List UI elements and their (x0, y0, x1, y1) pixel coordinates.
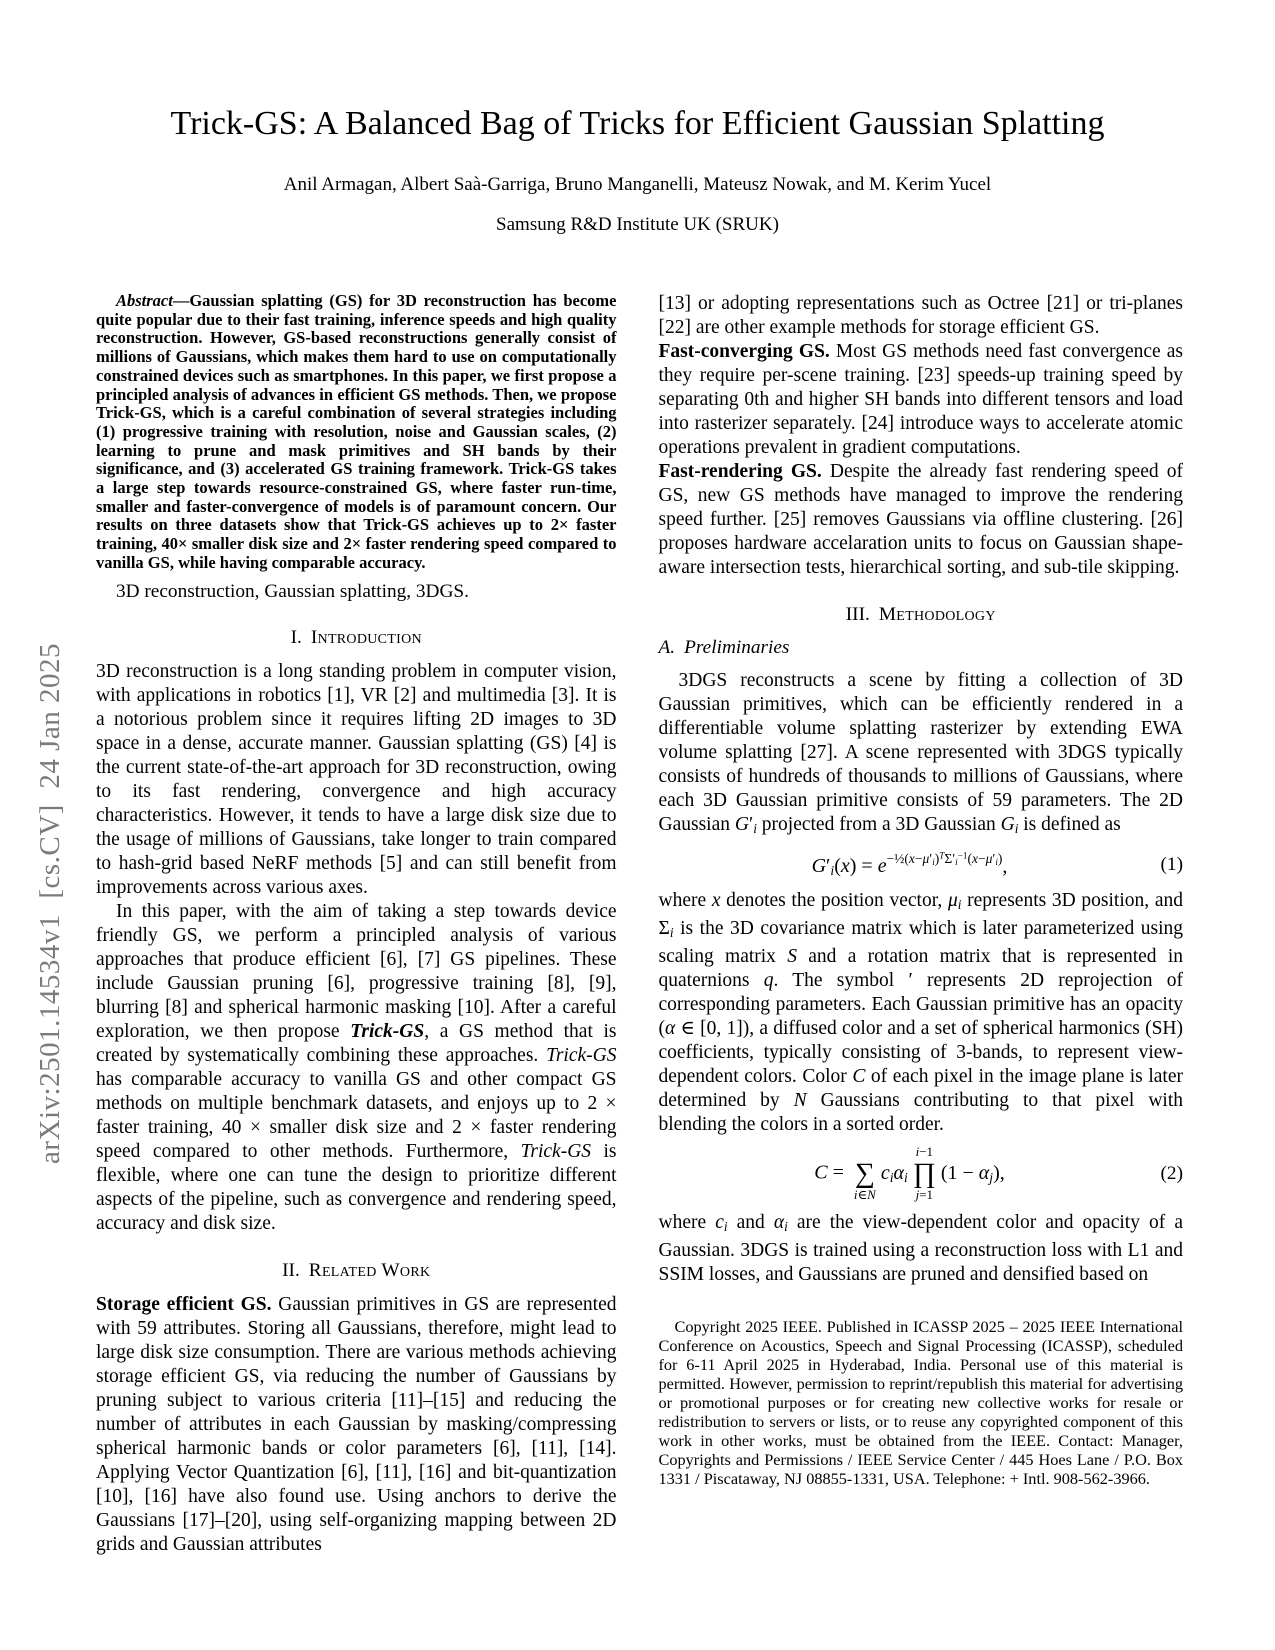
copyright-footnote: Copyright 2025 IEEE. Published in ICASSP 2025 – 2025 IEEE International Conference on Acoustics, Speech and Signal Processing (ICASSP), scheduled for 6-11 April 2025 in Hyderabad, India. Personal use of this material is permitted. However, permission to reprint/republish this material for advertising or promotional purposes or for creating new collective works for resale or redistribution to servers or lists, or to reuse any copyrighted component of this work in other works, must be obtained from the IEEE. Contact: Manager, Copyrights and Permissions / IEEE Service Center / 445 Hoes Lane / P.O. Box 1331 / Piscataway, NJ 08855-1331, USA. Telephone: + Intl. 908-562-3966. (658, 1317, 1183, 1489)
section-heading-related-work (96, 1260, 617, 1282)
equation-1 (659, 851, 1184, 880)
subsection-heading-preliminaries (659, 637, 1184, 659)
sum-lower-limit: i∈N (853, 1187, 876, 1203)
section-heading-introduction (96, 627, 617, 649)
section-title: Introduction (310, 626, 422, 648)
subsection-number: A. (658, 637, 676, 658)
abstract-paragraph: Abstract—Gaussian splatting (GS) for 3D reconstruction has become quite popular due to their fast training, inference speeds and high quality reconstruction. However, GS-based reconstructions generally consist of millions of Gaussians, which makes them hard to use on computationally constrained devices such as smartphones. In this paper, we first propose a principled analysis of advances in efficient GS methods. Then, we propose Trick-GS, which is a careful combination of several strategies including (1) progressive training with resolution, noise and Gaussian scales, (2) learning to prune and mask primitives and SH bands by their significance, and (3) accelerated GS training framework. Trick-GS takes a large step towards resource-constrained GS, where faster run-time, smaller and faster-convergence of models is of paramount concern. Our results on three datasets show that Trick-GS achieves up to 2× faster training, 40× smaller disk size and 2× faster rendering speed compared to vanilla GS, while having comparable accuracy. (96, 291, 617, 572)
equation-number: (2) (1160, 1163, 1183, 1185)
intro-paragraph-1: 3D reconstruction is a long standing problem in computer vision, with applications in robotics [1], VR [2] and multimedia [3]. It is a notorious problem since it requires lifting 2D images to 3D space in a dense, accurate manner. Gaussian splatting (GS) [4] is the current state-of-the-art approach for 3D reconstruction, owing to its fast rendering, convergence and high accuracy characteristics. However, it tends to have a large disk size due to the usage of millions of Gaussians, take longer to train compared to hash-grid based NeRF methods [5] and can still benefit from improvements across various axes. (96, 660, 617, 898)
product-upper-limit: i−1 (915, 1144, 934, 1160)
sum-symbol: ∑ (854, 1158, 875, 1190)
storage-continued-paragraph: [13] or adopting representations such as Octree [21] or tri-planes [22] are other example methods for storage efficient GS. (658, 293, 1183, 338)
equation-body: C = ∑ i∈N ciαi i−1 ∏ j=1 (1 − αj), (814, 1144, 1005, 1203)
intro-paragraph-2: In this paper, with the aim of taking a step towards device friendly GS, we perform a principled analysis of various approaches that produce efficient [6], [7] GS pipelines. These include Gaussian pruning [6], progressive training [8], [9], blurring [8] and spherical harmonic masking [10]. After a careful exploration, we then propose Trick-GS, a GS method that is created by systematically combining these approaches. Trick-GS has comparable accuracy to vanilla GS and other compact GS methods on multiple benchmark datasets, and enjoys up to 2 × faster training, 40 × smaller disk size and 2 × faster rendering speed compared to other methods. Furthermore, Trick-GS is flexible, where one can tune the design to prioritize different aspects of the pipeline, such as convergence and rendering speed, accuracy and disk size. (96, 900, 617, 1234)
equation-exponent: −½(x−μ′i)TΣ′i−1(x−μ′i) (886, 850, 1003, 868)
section-title: Related Work (308, 1259, 431, 1281)
product-operator (913, 1145, 936, 1203)
arxiv-watermark: arXiv:2501.14534v1 [cs.CV] 24 Jan 2025 (34, 642, 66, 1164)
two-column-body (0, 292, 1275, 1557)
equation2-explanation-paragraph: where ci and αi are the view-dependent color and opacity of a Gaussian. 3DGS is trained using a reconstruction loss with L1 and SSIM losses, and Gaussians are pruned and densified based on (658, 1212, 1183, 1286)
equation-body: $G'i(x) = e^{-\frac{1}{2}(x-\mu'i)^T\Sigma'i^{-1}(x-\mu'i)}$, (811, 850, 1008, 879)
affiliation-line: Samsung R&D Institute UK (SRUK) (496, 214, 779, 235)
storage-efficient-paragraph: Storage efficient GS. Gaussian primitives in GS are represented with 59 attributes. Storing all Gaussians, therefore, might lead to large disk size consumption. There are various methods achieving storage efficient GS, via reducing the number of Gaussians by pruning subject to various criteria [11]–[15] and reducing the number of attributes in each Gaussian by masking/compressing spherical harmonic bands or color parameters [6], [11], [14]. Applying Vector Quantization [6], [11], [16] and bit-quantization [10], [16] have also found use. Using anchors to derive the Gaussians [17]–[20], using self-organizing mapping between 2D grids and Gaussian attributes (96, 1293, 617, 1555)
authors-line: Anil Armagan, Albert Saà-Garriga, Bruno Manganelli, Mateusz Nowak, and M. Kerim Yucel (283, 174, 992, 195)
fast-converging-paragraph: Fast-converging GS. Most GS methods need fast convergence as they require per-scene training. [23] speeds-up training speed by separating 0th and higher SH bands into different tensors and load into rasterizer separately. [24] introduce ways to accelerate atomic operations prevalent in gradient computations. (658, 341, 1183, 458)
paper-header (0, 0, 1275, 236)
index-terms: 3D reconstruction, Gaussian splatting, 3DGS. (116, 580, 469, 602)
equation-number: (1) (1160, 854, 1183, 876)
equation1-explanation-paragraph: where x denotes the position vector, μi represents 3D position, and Σi is the 3D covariance matrix which is later parameterized using scaling matrix S and a rotation matrix that is represented in quaternions q. The symbol ′ represents 2D reprojection of corresponding parameters. Each Gaussian primitive has an opacity (α ∈ [0, 1]), a diffused color and a set of spherical harmonics (SH) coefficients, typically consisting of 3-bands, to represent view-dependent colors. Color C of each pixel in the image plane is later determined by N Gaussians contributing to that pixel with blending the colors in a sorted order. (658, 890, 1183, 1136)
section-number: I. (290, 626, 302, 648)
section-number: II. (282, 1259, 300, 1281)
preliminaries-paragraph: 3DGS reconstructs a scene by fitting a collection of 3D Gaussian primitives, which can be efficiently rendered in a differentiable volume splatting rasterizer by extending EWA volume splatting [27]. A scene represented with 3DGS typically consists of hundreds of thousands to millions of Gaussians, where each 3D Gaussian primitive consists of 59 parameters. The 2D Gaussian G′i projected from a 3D Gaussian Gi is defined as (658, 670, 1183, 836)
section-heading-methodology (659, 604, 1184, 626)
equation-2 (659, 1145, 1184, 1203)
sum-operator (854, 1145, 876, 1203)
product-symbol: ∏ (912, 1158, 936, 1190)
section-number: III. (845, 604, 870, 625)
subsection-title: Preliminaries (684, 637, 790, 658)
product-lower-limit: j=1 (915, 1187, 934, 1203)
left-column (96, 292, 617, 1557)
section-title: Methodology (878, 604, 996, 625)
right-column (659, 292, 1184, 1488)
paper-title: Trick-GS: A Balanced Bag of Tricks for Efficient Gaussian Splatting (170, 105, 1105, 142)
fast-rendering-paragraph: Fast-rendering GS. Despite the already fast rendering speed of GS, new GS methods have managed to improve the rendering speed further. [25] removes Gaussians via offline clustering. [26] proposes hardware accelaration units to focus on Gaussian shape-aware intersection tests, hierarchical sorting, and sub-tile skipping. (658, 461, 1183, 578)
